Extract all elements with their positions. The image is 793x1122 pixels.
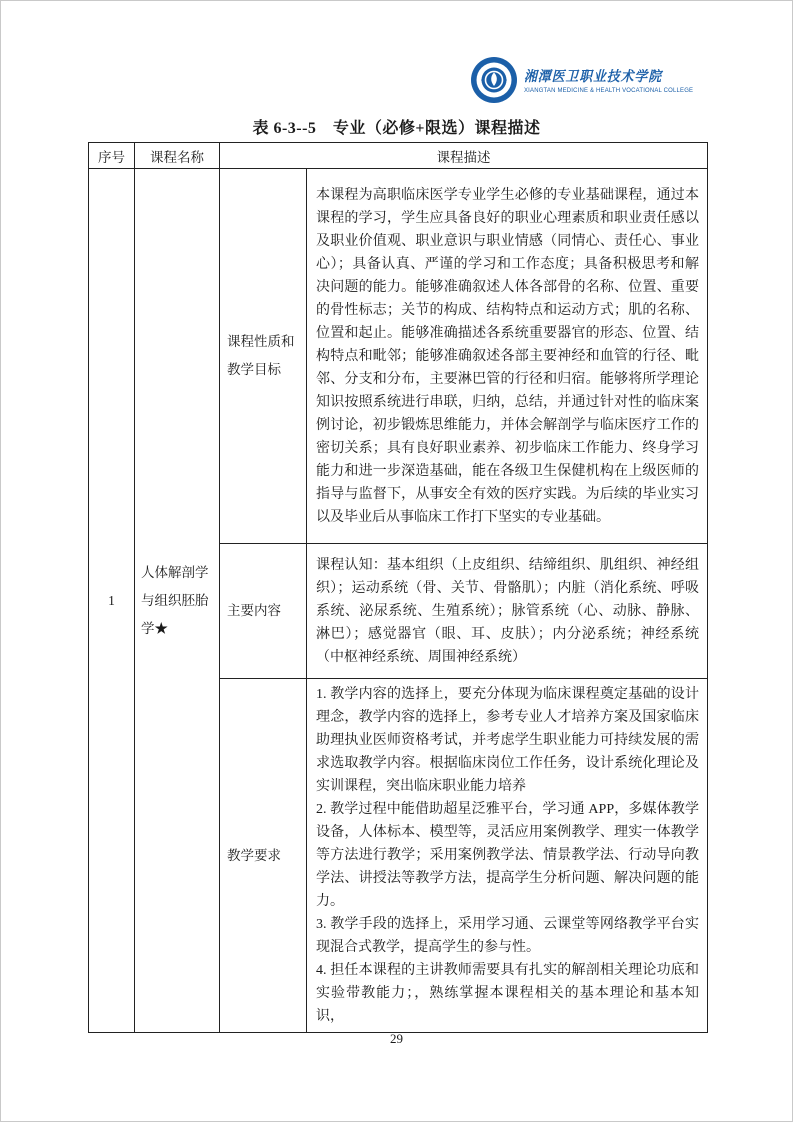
paragraph: 3. 教学手段的选择上，采用学习通、云课堂等网络教学平台实现混合式教学，提高学生的参与性。 [316,917,699,955]
paragraph: 课程认知：基本组织（上皮组织、结缔组织、肌组织、神经组织）；运动系统（骨、关节、骨骼肌）；内脏（消化系统、呼吸系统、泌尿系统、生殖系统）；脉管系统（心、动脉、静脉、淋巴）；感觉器官（眼、耳、皮肤）；内分泌系统；神经系统（中枢神经系统、周围神经系统） [316,557,699,665]
college-name-en: XIANGTAN MEDICINE & HEALTH VOCATIONAL COLLEGE [524,87,694,94]
paragraph: 4. 担任本课程的主讲教师需要具有扎实的解剖相关理论功底和实验带教能力；，熟练掌握本课程相关的基本理论和基本知识， [316,963,699,1024]
course-number-cell: 1 [89,169,135,1033]
college-logo [470,56,708,104]
paragraph: 本课程为高职临床医学专业学生必修的专业基础课程，通过本课程的学习，学生应具备良好的职业心理素质和职业责任感以及职业价值观、职业意识与职业情感（同情心、责任心、事业心）；具备认真、严谨的学习和工作态度；具备积极思考和解决问题的能力。能够准确叙述人体各部骨的名称、位置、重要的骨性标志；关节的构成、结构特点和运动方式；肌的名称、位置和起止。能够准确描述各系统重要器官的形态、位置、结构特点和毗邻；能够准确叙述各部主要神经和血管的行径、毗邻、分支和分布，主要淋巴管的行径和归宿。能够将所学理论知识按照系统进行串联，归纳，总结，并通过针对性的临床案例讨论，初步锻炼思维能力，并体会解剖学与临床医疗工作的密切关系；具有良好职业素养、初步临床工作能力、终身学习能力和进一步深造基础，能在各级卫生保健机构在上级医师的指导与监督下，从事安全有效的医疗实践。为后续的毕业实习以及毕业后从事临床工作打下坚实的专业基础。 [316,187,699,525]
course-table-container [88,142,708,1033]
column-header-course-desc: 课程描述 [220,143,708,169]
paragraph: 2. 教学过程中能借助超星泛雅平台，学习通 APP，多媒体教学设备，人体标本、模型等，灵活应用案例教学、理实一体教学等方法进行教学；采用案例教学法、情景教学法、行动导向教学法、讲授法等教学方法，提高学生分析问题、解决问题的能力。 [316,802,699,909]
college-emblem-icon [470,56,518,104]
column-header-no: 序号 [89,143,135,169]
table-title: 表 6-3--5 专业（必修+限选）课程描述 [252,120,541,137]
table-row [89,169,708,544]
section-label-teaching-requirements: 教学要求 [220,679,307,1033]
paragraph: 1. 教学内容的选择上，要充分体现为临床课程奠定基础的设计理念，教学内容的选择上，参考专业人才培养方案及国家临床助理执业医师资格考试，并考虑学生职业能力可持续发展的需求选取教学内容。根据临床岗位工作任务，设计系统化理论及实训课程，突出临床职业能力培养 [316,687,699,794]
college-name-zh: 湘潭医卫职业技术学院 [524,69,663,85]
section-text-nature-goals [307,169,708,544]
table-header-row [89,143,708,169]
section-text-main-content [307,544,708,679]
course-name-cell: 人体解剖学与组织胚胎学★ [135,169,220,1033]
page-number: 29 [390,1031,403,1046]
section-label-nature-goals: 课程性质和教学目标 [220,169,307,544]
column-header-course-name: 课程名称 [135,143,220,169]
section-label-main-content: 主要内容 [220,544,307,679]
college-name-block [524,66,708,94]
course-description-table [88,142,708,1033]
section-text-teaching-requirements [307,679,708,1033]
